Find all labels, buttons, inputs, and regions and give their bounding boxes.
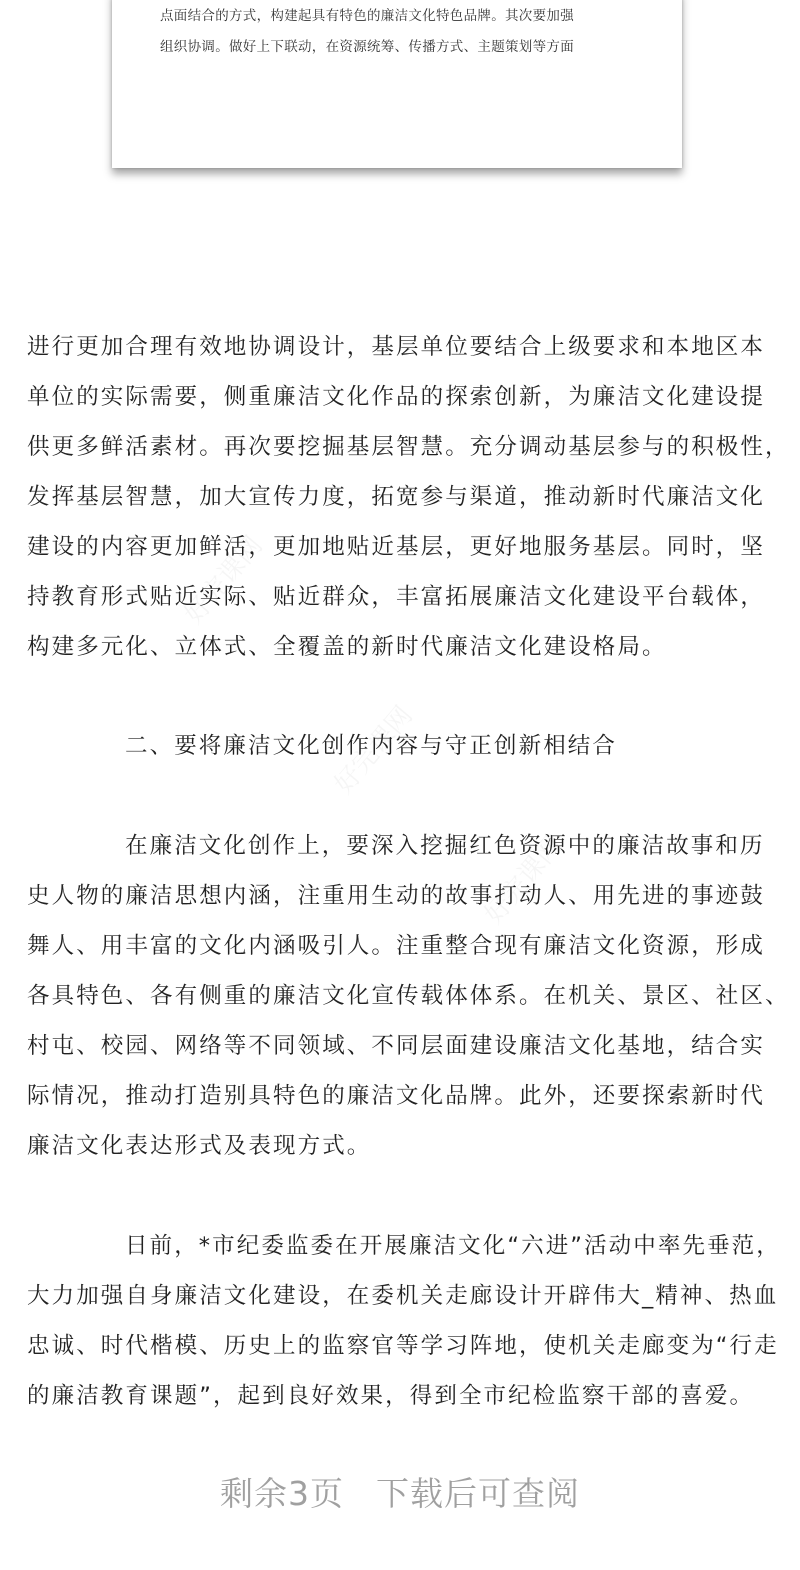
text-line: 构建多元化、立体式、全覆盖的新时代廉洁文化建设格局。 bbox=[27, 634, 667, 660]
paragraph-3 bbox=[27, 1221, 787, 1421]
text-line: 的廉洁教育课题”，起到良好效果，得到全市纪检监察干部的喜爱。 bbox=[27, 1383, 755, 1409]
text-line: 建设的内容更加鲜活，更加地贴近基层，更好地服务基层。同时，坚 bbox=[27, 534, 766, 560]
text-line: 发挥基层智慧，加大宣传力度，拓宽参与渠道，推动新时代廉洁文化 bbox=[27, 484, 766, 510]
paragraph-1 bbox=[27, 322, 790, 672]
text-line: 忠诚、时代楷模、历史上的监察官等学习阵地，使机关走廊变为“行走 bbox=[27, 1333, 779, 1359]
text-line: 舞人、用丰富的文化内涵吸引人。注重整合现有廉洁文化资源，形成 bbox=[27, 933, 766, 959]
download-to-view-text[interactable]: 下载后可查阅 bbox=[376, 1474, 580, 1513]
card-text-line: 组织协调。做好上下联动，在资源统筹、传播方式、主题策划等方面 bbox=[160, 39, 574, 55]
text-line: 村屯、校园、网络等不同领域、不同层面建设廉洁文化基地，结合实 bbox=[27, 1033, 766, 1059]
text-line: 际情况，推动打造别具特色的廉洁文化品牌。此外，还要探索新时代 bbox=[27, 1083, 766, 1109]
text-line: 单位的实际需要，侧重廉洁文化作品的探索创新，为廉洁文化建设提 bbox=[27, 384, 766, 410]
text-line: 在廉洁文化创作上，要深入挖掘红色资源中的廉洁故事和历 bbox=[125, 833, 765, 859]
text-line: 持教育形式贴近实际、贴近群众，丰富拓展廉洁文化建设平台载体， bbox=[27, 584, 766, 610]
text-line: 史人物的廉洁思想内涵，注重用生动的故事打动人、用先进的事迹鼓 bbox=[27, 883, 766, 909]
page-preview-card bbox=[112, 0, 682, 168]
text-line: 进行更加合理有效地协调设计，基层单位要结合上级要求和本地区本 bbox=[27, 334, 766, 360]
card-text-line: 点面结合的方式，构建起具有特色的廉洁文化特色品牌。其次要加强 bbox=[160, 8, 574, 24]
section-heading bbox=[27, 721, 787, 771]
heading-text: 二、要将廉洁文化创作内容与守正创新相结合 bbox=[125, 733, 618, 759]
text-line: 各具特色、各有侧重的廉洁文化宣传载体体系。在机关、景区、社区、 bbox=[27, 983, 790, 1009]
paragraph-2 bbox=[27, 821, 790, 1171]
text-line: 廉洁文化表达形式及表现方式。 bbox=[27, 1133, 372, 1159]
text-line: 日前，*市纪委监委在开展廉洁文化“六进”活动中率先垂范， bbox=[125, 1233, 781, 1259]
remaining-pages-text[interactable]: 剩余3页 bbox=[220, 1474, 344, 1513]
download-prompt[interactable] bbox=[0, 1468, 800, 1515]
text-line: 供更多鲜活素材。再次要挖掘基层智慧。充分调动基层参与的积极性， bbox=[27, 434, 790, 460]
text-line: 大力加强自身廉洁文化建设，在委机关走廊设计开辟伟大_精神、热血 bbox=[27, 1283, 779, 1309]
